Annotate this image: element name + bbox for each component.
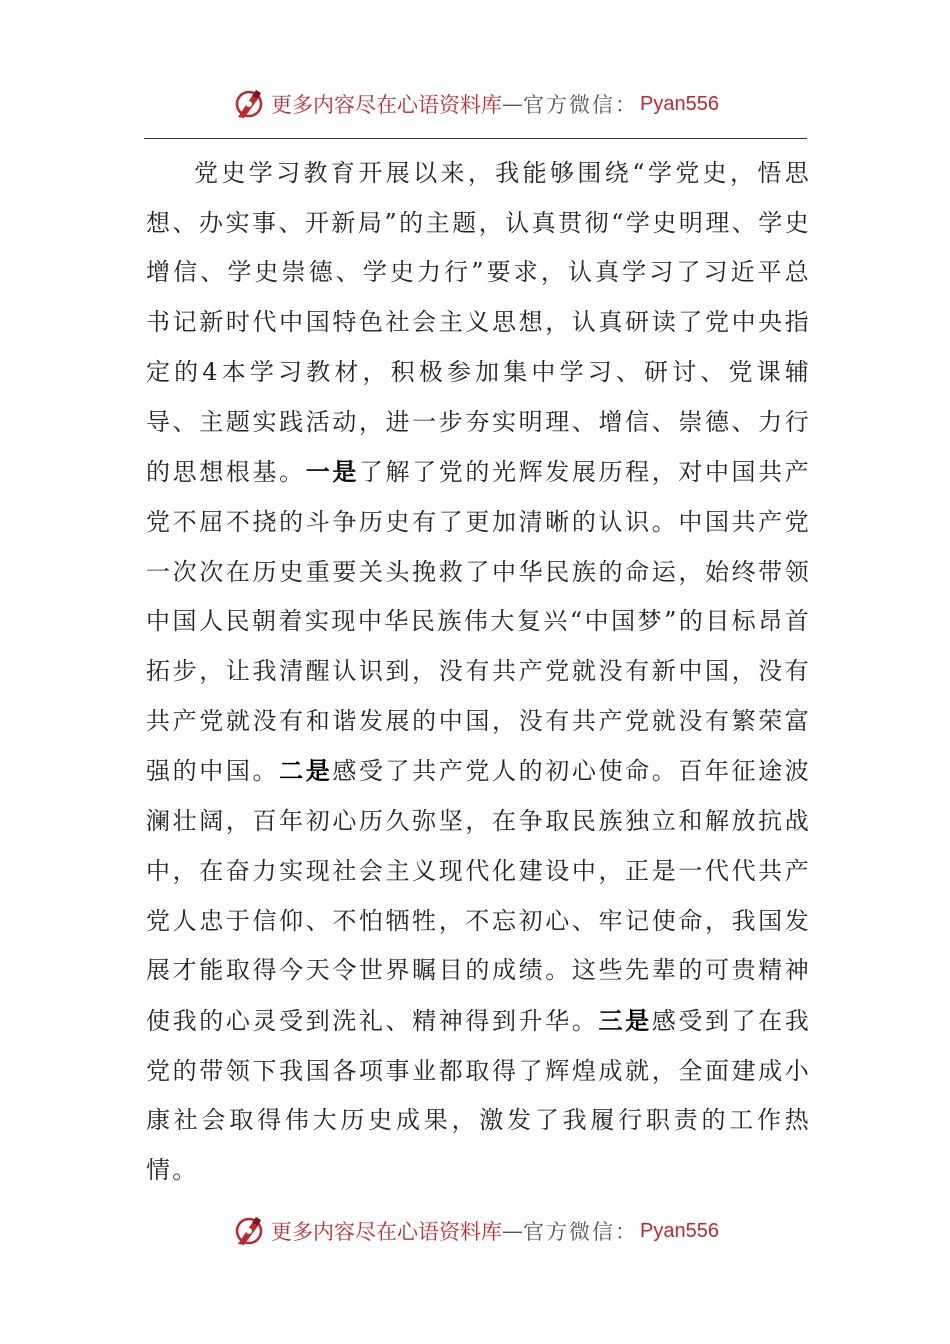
point-two-text: 感受了共产党人的初心使命。百年征途波澜壮阔，百年初心历久弥坚，在争取民族独立和解放抗战中，在奋力实现社会主义现代化建设中，正是一代代共产党人忠于信仰、不怕牺牲，不忘初心、牢记使命，我国发展才能取得今天令世界瞩目的成绩。这些先辈的可贵精神使我的心灵受到洗礼、精神得到升华。 — [146, 757, 811, 1035]
point-one-lead: 一是 — [305, 457, 359, 487]
banner-main-text: 更多内容尽在心语资料库 — [271, 1220, 503, 1244]
banner-dash: — — [502, 92, 524, 116]
banner-wechat-id: Pyan556 — [640, 92, 719, 115]
header-divider — [144, 138, 807, 139]
banner-wechat-id: Pyan556 — [640, 1219, 719, 1242]
point-one-text: 了解了党的光辉发展历程，对中国共产党不屈不挠的斗争历史有了更加清晰的认识。中国共产党一次次在历史重要关头挽救了中华民族的命运，始终带领中国人民朝着实现中华民族伟大复兴“中国梦”的目标昂首拓步，让我清醒认识到，没有共产党就没有新中国，没有共产党就没有和谐发展的中国，没有共产党就没有繁荣富强的中国。 — [146, 458, 811, 786]
intro-text: 党史学习教育开展以来，我能够围绕“学党史，悟思想、办实事、开新局”的主题，认真贯彻“学史明理、学史增信、学史崇德、学史力行”要求，认真学习了习近平总书记新时代中国特色社会主义思想，认真研读了党中央指定的4本学习教材，积极参加集中学习、研讨、党课辅导、主题实践活动，进一步夯实明理、增信、崇德、力行的思想根基。 — [146, 159, 811, 487]
pen-logo-icon — [231, 86, 267, 122]
body-paragraph — [146, 149, 811, 1196]
banner-dash: — — [502, 1219, 524, 1243]
banner-main-text: 更多内容尽在心语资料库 — [271, 93, 503, 117]
point-three-lead: 三是 — [598, 1005, 652, 1035]
point-two-lead: 二是 — [279, 756, 333, 786]
header-banner — [0, 84, 950, 124]
banner-sub-text: 官方微信： — [523, 1220, 639, 1244]
point-three-text: 感受到了在我党的带领下我国各项事业都取得了辉煌成就，全面建成小康社会取得伟大历史成果，激发了我履行职责的工作热情。 — [146, 1006, 811, 1185]
pen-logo-icon — [231, 1213, 267, 1249]
footer-banner — [0, 1211, 950, 1251]
banner-sub-text: 官方微信： — [523, 93, 639, 117]
